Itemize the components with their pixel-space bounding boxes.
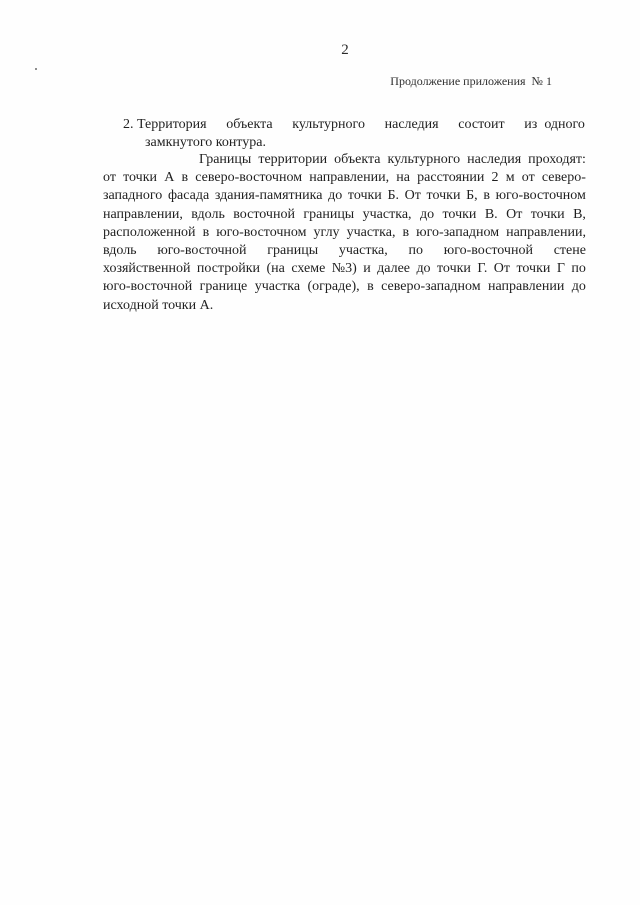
paragraph-word: проходят: [528, 152, 586, 167]
paragraph-word: Г. [477, 261, 488, 277]
paragraph-word: от [103, 170, 116, 186]
paragraph-line [103, 224, 586, 242]
paragraph-word: на [396, 170, 410, 186]
paragraph-word: территории [258, 152, 328, 167]
paragraph-word: северо- [541, 170, 586, 186]
paragraph-word: юго-западном [416, 224, 500, 240]
paragraph-word: Б, [466, 188, 478, 204]
paragraph-word: в [181, 170, 189, 186]
paragraph-word: в [367, 279, 374, 295]
paragraph-line [103, 187, 586, 205]
paragraph-word: фасада [167, 188, 210, 204]
paragraph-word: Г [556, 261, 565, 277]
paragraph-word: границе [199, 279, 248, 295]
paragraph-word: схеме [291, 261, 326, 277]
paragraph-word: (на [266, 261, 285, 277]
paragraph-word: Б. [387, 188, 399, 204]
paragraph-word: юго-восточной [103, 279, 193, 295]
paragraph-word: точки [442, 206, 477, 222]
paragraph-word: далее [377, 261, 410, 277]
paragraph-word: углу [313, 224, 340, 240]
paragraph-line [103, 151, 586, 169]
paragraph-word: стене [553, 243, 586, 259]
paragraph-word: направлении [488, 279, 565, 295]
paragraph-line [103, 260, 586, 278]
paragraph-line [103, 169, 586, 187]
paragraph-word: от [521, 170, 535, 186]
paragraph-word: (ограде), [307, 279, 360, 295]
paragraph-word: 2 [491, 170, 499, 186]
paragraph-word: точки [516, 261, 551, 277]
paragraph-word: участка, [346, 224, 396, 240]
paragraph-word: хозяйственной [103, 261, 191, 277]
paragraph-word: границы [267, 243, 319, 259]
paragraph-word: до [328, 188, 343, 204]
paragraph-word: юго-восточном [495, 188, 586, 204]
territory-item-word: одного [544, 117, 585, 132]
paragraph-word: м [505, 170, 515, 186]
paragraph-word: направлении, [506, 224, 586, 240]
paragraph-word: От [506, 206, 523, 222]
territory-item-first-segment [123, 116, 207, 134]
paragraph-word: в [483, 188, 490, 204]
paragraph-word: направлении, [309, 170, 390, 186]
paragraph-word: до [571, 279, 586, 295]
paragraph-word: юго-восточной [443, 243, 533, 259]
paragraph-word: точки [347, 188, 382, 204]
territory-item-number: 2. [123, 117, 134, 132]
paragraph-word: юго-восточном [216, 224, 307, 240]
paragraph-word: Границы [199, 152, 252, 167]
paragraph-word: постройки [196, 261, 261, 277]
territory-item-word: культурного [292, 117, 365, 132]
boundary-description-paragraph [103, 151, 586, 315]
paragraph-word: северо-восточном [195, 170, 303, 186]
paragraph-word: вдоль [191, 206, 225, 222]
territory-item-last-segment [524, 116, 585, 134]
paragraph-word: юго-восточной [157, 243, 247, 259]
paragraph-word: границы [303, 206, 355, 222]
paragraph-word: В. [484, 206, 498, 222]
territory-item-word: состоит [458, 117, 505, 132]
paragraph-word: исходной точки А. [103, 297, 214, 313]
paragraph-word: объекта [334, 152, 381, 167]
paragraph-word: расстоянии [417, 170, 485, 186]
paragraph-word: точки [426, 188, 461, 204]
paragraph-word: наследия [467, 152, 522, 167]
paragraph-word: до [419, 206, 435, 222]
paragraph-word: участка [254, 279, 301, 295]
paragraph-word: в [202, 224, 210, 240]
paragraph-word: А [164, 170, 175, 186]
paragraph-word: и [363, 261, 371, 277]
territory-item [123, 116, 585, 152]
page-number: 2 [341, 42, 349, 58]
paragraph-word: В, [573, 206, 586, 222]
paragraph-word: восточной [233, 206, 295, 222]
paragraph-word: северо-западном [381, 279, 481, 295]
paragraph-word: по [408, 243, 424, 259]
paragraph-word: культурного [387, 152, 461, 167]
paragraph-word: вдоль [103, 243, 137, 259]
paragraph-word: по [571, 261, 586, 277]
paragraph-word: точки [530, 206, 565, 222]
paragraph-line [103, 278, 586, 296]
territory-item-word: Территория [137, 117, 207, 132]
paragraph-word: направлении, [103, 206, 183, 222]
paragraph-word: От [493, 261, 511, 277]
paragraph-word: до [416, 261, 431, 277]
paragraph-word: От [404, 188, 421, 204]
paragraph-line [103, 242, 586, 260]
paragraph-word: участка, [362, 206, 412, 222]
scan-speck [35, 68, 37, 70]
territory-item-word: наследия [384, 117, 439, 132]
territory-item-line-2: замкнутого контура. [145, 135, 266, 150]
paragraph-word: расположенной [103, 224, 196, 240]
territory-item-word: из [524, 117, 538, 132]
paragraph-word: участка, [338, 243, 388, 259]
paragraph-word: здания-памятника [214, 188, 323, 204]
paragraph-word: западного [103, 188, 163, 204]
paragraph-line [103, 297, 586, 315]
paragraph-word: точки [437, 261, 471, 277]
territory-item-line-1 [123, 116, 585, 134]
appendix-continuation-note: Продолжение приложения № 1 [390, 74, 552, 88]
paragraph-word: в [402, 224, 410, 240]
paragraph-word: №3) [331, 261, 357, 277]
territory-item-word: объекта [226, 117, 273, 132]
paragraph-line [103, 206, 586, 224]
paragraph-word: точки [123, 170, 158, 186]
